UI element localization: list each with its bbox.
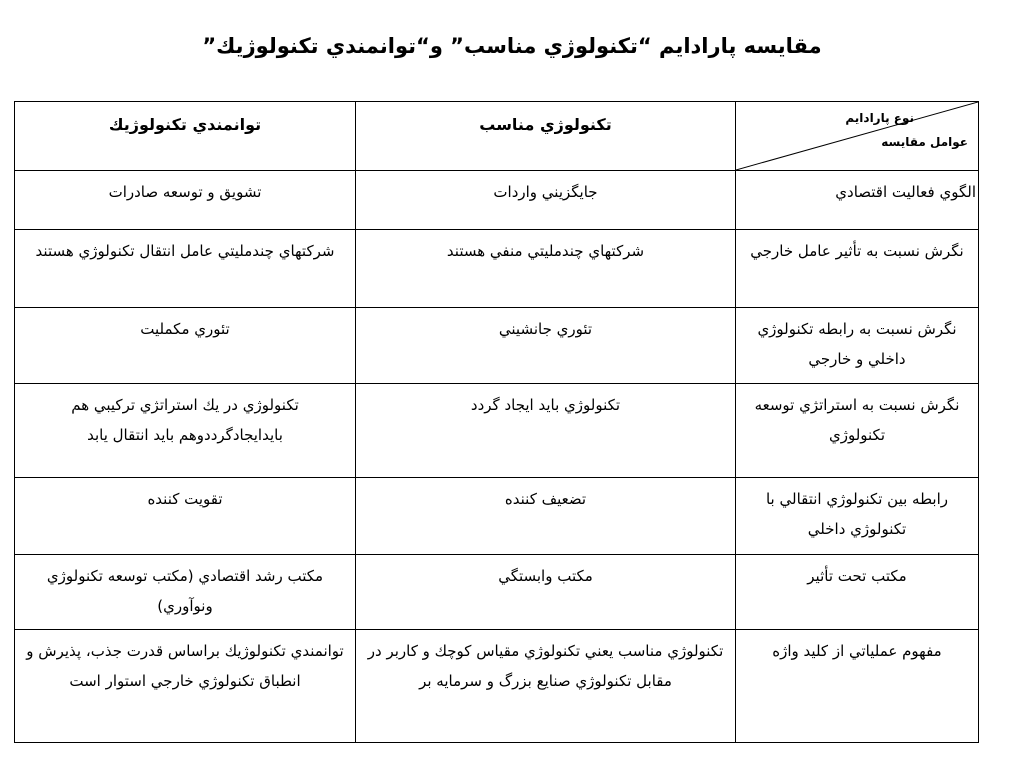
appropriate-cell xyxy=(356,308,736,384)
appropriate-cell xyxy=(356,230,736,308)
capability-text: تكنولوژي در يك استراتژي تركيبي هم بايدايجادگرددوهم بايد انتقال يابد xyxy=(71,396,299,444)
table-row xyxy=(15,230,979,308)
page-title: مقايسه پارادايم “تكنولوژي مناسب” و“توانمندي تكنولوژيك” xyxy=(202,34,822,58)
appropriate-text: تئوري جانشيني xyxy=(498,320,593,338)
factor-cell xyxy=(736,384,979,478)
table-row xyxy=(15,630,979,743)
appropriate-cell xyxy=(356,630,736,743)
column-header-appropriate: تكنولوژي مناسب xyxy=(356,102,736,171)
table-row xyxy=(15,308,979,384)
capability-text: توانمندي تكنولوژيك براساس قدرت جذب، پذيرش و انطباق تكنولوژي خارجي استوار است xyxy=(26,642,344,690)
capability-cell xyxy=(15,384,356,478)
capability-cell xyxy=(15,308,356,384)
factor-text: رابطه بين تكنولوژي انتقالي با تكنولوژي داخلي xyxy=(765,490,948,538)
appropriate-text: جايگزيني واردات xyxy=(493,183,598,201)
appropriate-cell xyxy=(356,555,736,630)
capability-cell xyxy=(15,630,356,743)
capability-cell xyxy=(15,478,356,555)
capability-cell xyxy=(15,555,356,630)
diagonal-header-cell xyxy=(736,102,979,171)
factor-cell xyxy=(736,171,979,230)
appropriate-cell xyxy=(356,171,736,230)
appropriate-text: مكتب وابستگي xyxy=(498,567,593,585)
capability-cell xyxy=(15,230,356,308)
column-header-capability: توانمندي تكنولوژيك xyxy=(15,102,356,171)
factor-cell xyxy=(736,478,979,555)
factor-text: مكتب تحت تأثير xyxy=(807,567,907,585)
appropriate-text: تكنولوژي بايد ايجاد گردد xyxy=(470,396,621,414)
table-header-row xyxy=(15,102,979,171)
factor-text: الگوي فعاليت اقتصادي xyxy=(835,183,976,201)
comparison-table xyxy=(14,101,979,743)
table-row xyxy=(15,384,979,478)
factor-text: مفهوم عملياتي از كليد واژه xyxy=(772,642,942,660)
capability-text: تشويق و توسعه صادرات xyxy=(108,183,262,201)
factor-cell xyxy=(736,230,979,308)
paradigm-type-label: نوع پارادايم xyxy=(845,111,914,125)
factor-text: نگرش نسبت به استراتژي توسعه تكنولوژي xyxy=(754,396,960,444)
capability-text: شركتهاي چندمليتي عامل انتقال تكنولوژي هستند xyxy=(35,242,335,260)
appropriate-cell xyxy=(356,384,736,478)
factor-text: نگرش نسبت به تأثير عامل خارجي xyxy=(750,242,964,260)
capability-cell xyxy=(15,171,356,230)
appropriate-cell xyxy=(356,478,736,555)
comparison-factors-label: عوامل مقايسه xyxy=(881,135,968,149)
factor-text: نگرش نسبت به رابطه تكنولوژي داخلي و خارجي xyxy=(757,320,957,368)
capability-text: تقويت كننده xyxy=(147,490,223,508)
capability-text: تئوري مكمليت xyxy=(140,320,230,338)
factor-cell xyxy=(736,630,979,743)
factor-cell xyxy=(736,308,979,384)
table-row xyxy=(15,478,979,555)
appropriate-text: تضعيف كننده xyxy=(504,490,587,508)
table-row xyxy=(15,555,979,630)
factor-cell xyxy=(736,555,979,630)
table-row xyxy=(15,171,979,230)
appropriate-text: تكنولوژي مناسب يعني تكنولوژي مقياس كوچك و كاربر در مقابل تكنولوژي صنايع بزرگ و سرمايه بر xyxy=(367,642,724,690)
capability-text: مكتب رشد اقتصادي (مكتب توسعه تكنولوژي ونوآوري) xyxy=(46,567,324,615)
appropriate-text: شركتهاي چندمليتي منفي هستند xyxy=(446,242,645,260)
